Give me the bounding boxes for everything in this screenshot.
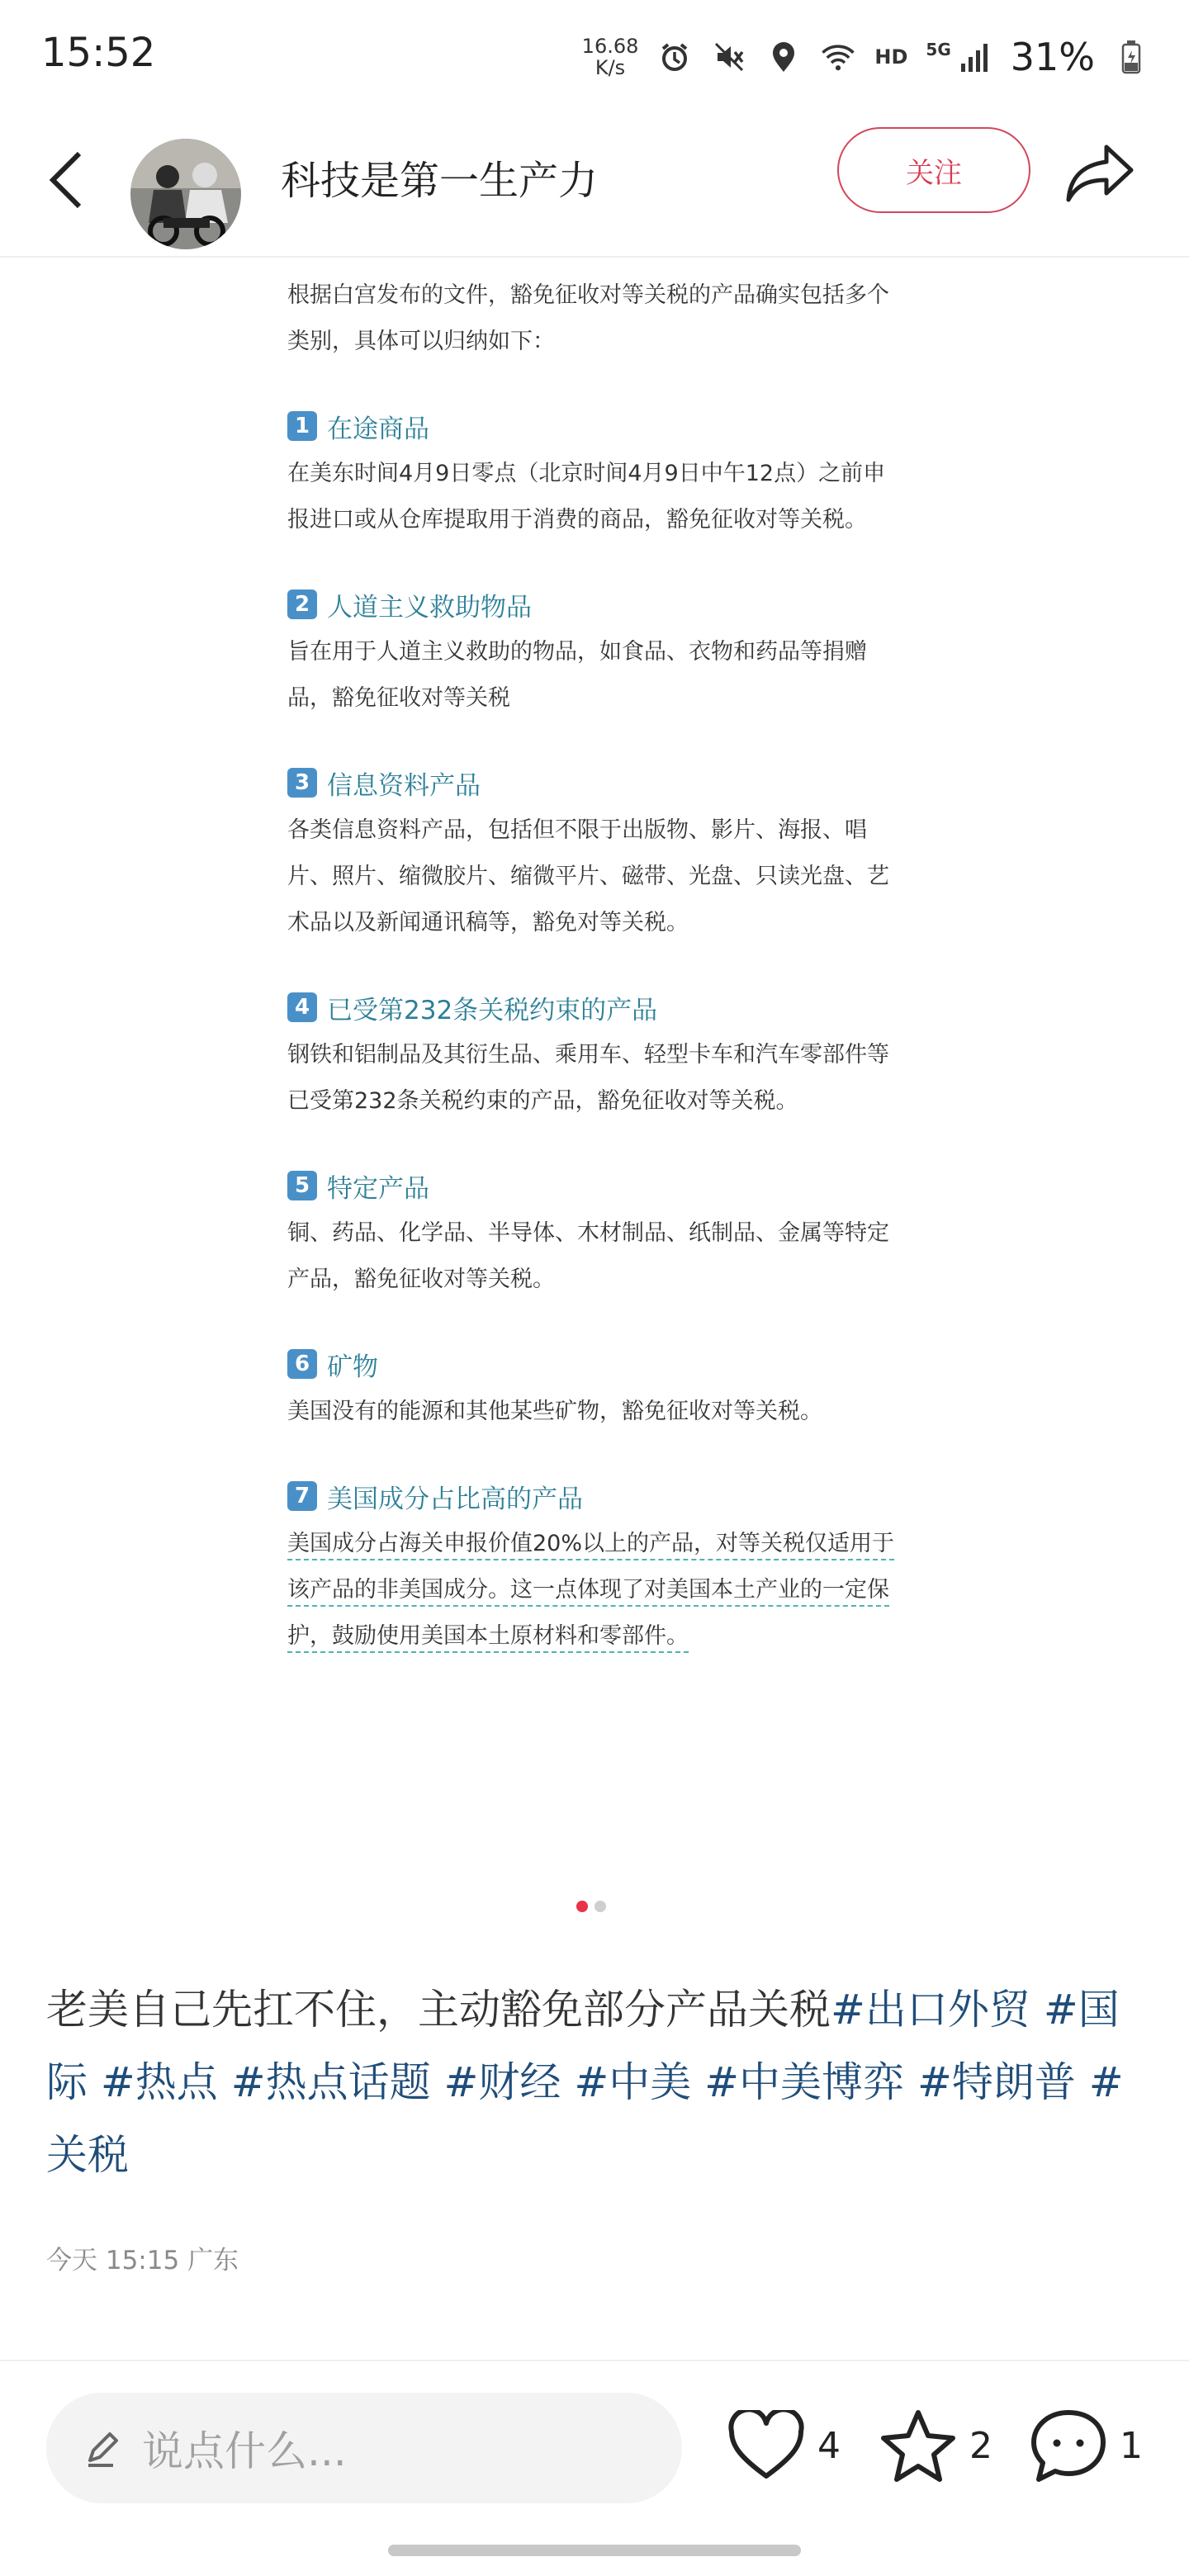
article-section <box>287 1161 907 1303</box>
comment-bubble-icon <box>1029 2408 1108 2484</box>
post-image[interactable] <box>287 272 907 1660</box>
hashtag[interactable]: #热点 <box>100 2058 218 2106</box>
section-title-text: 矿物 <box>327 1352 378 1382</box>
back-button[interactable] <box>41 139 91 221</box>
section-title <box>287 983 907 1032</box>
hashtag[interactable]: #中美博弈 <box>704 2058 905 2106</box>
battery-icon <box>1113 39 1149 75</box>
share-button[interactable] <box>1060 134 1139 213</box>
article-section <box>287 1471 907 1660</box>
post-location: 广东 <box>187 2246 239 2275</box>
pencil-icon <box>79 2425 126 2471</box>
section-number: 3 <box>287 768 317 798</box>
section-body: 旨在用于人道主义救助的物品，如食品、衣物和药品等捐赠品，豁免征收对等关税 <box>287 639 867 711</box>
favorite-button[interactable] <box>879 2404 992 2487</box>
author-avatar[interactable] <box>130 139 241 249</box>
comment-count: 1 <box>1120 2424 1143 2467</box>
section-body: 钢铁和铝制品及其衍生品、乘用车、轻型卡车和汽车零部件等已受第232条关税约束的产品，豁免征收对等关税。 <box>287 1042 889 1114</box>
comment-button[interactable] <box>1029 2404 1143 2487</box>
section-title-text: 信息资料产品 <box>327 770 481 801</box>
section-number: 5 <box>287 1171 317 1200</box>
section-title <box>287 580 907 629</box>
net-speed-value: 16.68 <box>581 35 639 58</box>
wifi-icon <box>820 39 856 75</box>
hashtag[interactable]: #特朗普 <box>917 2058 1076 2106</box>
comment-input[interactable] <box>46 2393 682 2503</box>
comment-placeholder: 说点什么... <box>142 2427 347 2475</box>
article-section <box>287 1339 907 1435</box>
section-body: 各类信息资料产品，包括但不限于出版物、影片、海报、唱片、照片、缩微胶片、缩微平片、磁带、光盘、只读光盘、艺术品以及新闻通讯稿等，豁免对等关税。 <box>287 817 889 935</box>
post-caption <box>46 1973 1144 2191</box>
section-body: 美国没有的能源和其他某些矿物，豁免征收对等关税。 <box>287 1399 822 1424</box>
section-number: 7 <box>287 1481 317 1511</box>
section-body: 美国成分占海关申报价值20%以上的产品，对等关税仅适用于该产品的非美国成分。这一点体现了对美国本土产业的一定保护，鼓励使用美国本土原材料和零部件。 <box>287 1531 895 1649</box>
heart-icon <box>727 2410 806 2481</box>
divider <box>0 2360 1189 2361</box>
hashtag[interactable]: #财经 <box>443 2058 561 2106</box>
like-button[interactable] <box>727 2404 841 2487</box>
net-speed-unit: K/s <box>594 56 626 79</box>
chevron-left-icon <box>48 150 84 210</box>
section-title-text: 特定产品 <box>327 1173 429 1204</box>
article-section <box>287 983 907 1125</box>
section-number: 1 <box>287 411 317 441</box>
pager-dot[interactable] <box>594 1901 606 1912</box>
follow-button[interactable]: 关注 <box>837 127 1030 213</box>
network-label: 5G <box>926 40 951 59</box>
status-bar <box>0 0 1189 116</box>
battery-percent: 31% <box>1010 35 1095 79</box>
article-section <box>287 758 907 946</box>
hashtag[interactable]: #中美 <box>574 2058 692 2106</box>
section-title <box>287 1161 907 1210</box>
status-time: 15:52 <box>41 30 156 76</box>
hashtag[interactable]: #出口外贸 <box>831 1986 1030 2034</box>
like-count: 4 <box>817 2424 841 2467</box>
hashtag[interactable]: #热点话题 <box>230 2058 431 2106</box>
section-title <box>287 758 907 807</box>
section-title <box>287 401 907 451</box>
location-icon <box>765 39 802 75</box>
image-pager <box>576 1901 606 1912</box>
section-title <box>287 1339 907 1389</box>
post-header <box>0 116 1189 258</box>
section-number: 2 <box>287 590 317 619</box>
author-name[interactable]: 科技是第一生产力 <box>281 158 599 204</box>
favorite-count: 2 <box>969 2424 992 2467</box>
section-body: 在美东时间4月9日零点（北京时间4月9日中午12点）之前申报进口或从仓库提取用于消费的商品，豁免征收对等关税。 <box>287 461 886 533</box>
section-title-text: 已受第232条关税约束的产品 <box>327 995 658 1025</box>
share-icon <box>1065 142 1135 205</box>
status-icons <box>582 28 1149 86</box>
pager-dot-active[interactable] <box>576 1901 588 1912</box>
hashtag[interactable]: #关税 <box>46 2058 1124 2179</box>
hd-label: HD <box>874 45 908 69</box>
section-body: 铜、药品、化学品、半导体、木材制品、纸制品、金属等特定产品，豁免征收对等关税。 <box>287 1220 889 1292</box>
signal-icon <box>956 39 992 75</box>
article-intro: 根据白宫发布的文件，豁免征收对等关税的产品确实包括多个类别，具体可以归纳如下： <box>287 282 889 354</box>
net-speed <box>582 36 639 78</box>
article-section <box>287 580 907 722</box>
section-title <box>287 1471 907 1521</box>
section-number: 6 <box>287 1349 317 1379</box>
section-number: 4 <box>287 992 317 1022</box>
mute-icon <box>711 39 747 75</box>
section-title-text: 美国成分占比高的产品 <box>327 1484 583 1514</box>
section-title-text: 人道主义救助物品 <box>327 592 532 623</box>
hashtag[interactable]: #国际 <box>46 1986 1120 2106</box>
star-icon <box>879 2408 958 2484</box>
article-section <box>287 401 907 543</box>
alarm-icon <box>656 39 693 75</box>
section-title-text: 在途商品 <box>327 414 429 444</box>
post-meta <box>46 2239 239 2276</box>
home-indicator[interactable] <box>388 2545 801 2556</box>
caption-text: 老美自己先扛不住，主动豁免部分产品关税 <box>46 1986 831 2034</box>
post-time: 今天 15:15 <box>46 2246 180 2275</box>
